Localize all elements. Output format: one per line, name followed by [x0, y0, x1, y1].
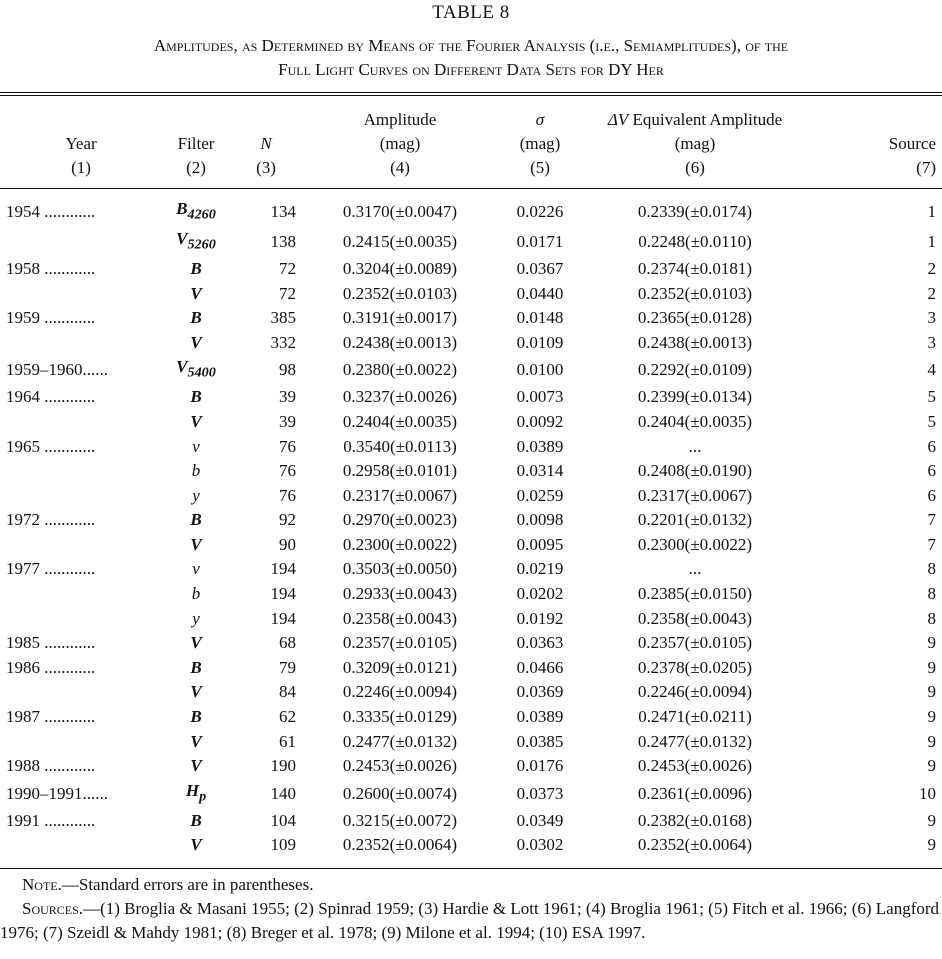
cell-source: 9: [927, 810, 936, 830]
cell-n: 92: [279, 510, 296, 530]
table-row: [0, 656, 942, 681]
cell-sigma: 0.0098: [516, 510, 564, 530]
cell-sigma: 0.0367: [516, 258, 564, 278]
cell-dv-amplitude: 0.2352(±0.0064): [637, 835, 753, 855]
cell-sigma: 0.0389: [516, 436, 564, 456]
cell-dv-amplitude: ...: [688, 436, 702, 456]
cell-source: 6: [927, 461, 936, 481]
cell-n: 76: [279, 461, 296, 481]
cell-filter: [156, 189, 236, 227]
cell-year: 1988 ............: [6, 756, 96, 776]
filter-subscript: 4260: [187, 206, 216, 223]
cell-year: 1959 ............: [6, 308, 96, 328]
cell-sigma: 0.0171: [516, 231, 564, 251]
header-sigma-line1: σ: [535, 110, 545, 129]
cell-filter: [156, 508, 236, 533]
note-paragraph: [0, 873, 942, 897]
cell-year: 1985 ............: [6, 633, 96, 653]
cell-source: 9: [927, 657, 936, 677]
cell-filter: [156, 680, 236, 705]
header-dv-num: (6): [685, 158, 705, 177]
cell-n: 194: [270, 559, 296, 579]
cell-sigma: 0.0363: [516, 633, 564, 653]
cell-dv-amplitude: 0.2352(±0.0103): [637, 283, 753, 303]
cell-year: 1986 ............: [6, 657, 96, 677]
filter-symbol: V: [190, 756, 202, 776]
cell-source: 1: [927, 231, 936, 251]
cell-sigma: 0.0109: [516, 332, 564, 352]
cell-year: [0, 607, 156, 632]
filter-symbol: B: [190, 258, 202, 278]
cell-amplitude: 0.2300(±0.0022): [342, 534, 458, 554]
caption-line-2: Full Light Curves on Different Data Sets for DY Her: [278, 60, 664, 79]
filter-symbol: B: [190, 510, 202, 530]
cell-amplitude: 0.2358(±0.0043): [342, 608, 458, 628]
filter-symbol: V: [190, 835, 202, 855]
sources-label: Sources.: [22, 899, 84, 918]
cell-sigma: 0.0369: [516, 682, 564, 702]
cell-source: 4: [927, 360, 936, 380]
cell-source: 2: [927, 283, 936, 303]
filter-symbol: H: [185, 780, 200, 800]
filter-symbol: B: [190, 657, 202, 677]
filter-symbol: B: [190, 810, 202, 830]
cell-n: 62: [279, 707, 296, 727]
table-row: [0, 533, 942, 558]
cell-sigma: 0.0095: [516, 534, 564, 554]
cell-n: 72: [279, 258, 296, 278]
cell-sigma: 0.0148: [516, 308, 564, 328]
cell-dv-amplitude: 0.2339(±0.0174): [637, 201, 753, 221]
cell-dv-amplitude: 0.2201(±0.0132): [637, 510, 753, 530]
header-n-num: (3): [256, 158, 276, 177]
table-label: TABLE 8: [432, 2, 510, 23]
cell-year: [0, 582, 156, 607]
cell-filter: [156, 607, 236, 632]
table-row: [0, 730, 942, 755]
filter-symbol: v: [192, 436, 200, 456]
cell-n: 79: [279, 657, 296, 677]
filter-symbol: B: [190, 308, 202, 328]
cell-amplitude: 0.2246(±0.0094): [342, 682, 458, 702]
sources-text: —(1) Broglia & Masani 1955; (2) Spinrad 1959; (3) Hardie & Lott 1961; (4) Broglia 1961; (5) Fitch et al. 1966; (6) Langford 1976; (7) Szeidl & Mahdy 1981; (8) Breger et al. 1978; (9) Milone et al. 1994; (10) ESA 1997.: [0, 899, 940, 942]
cell-dv-amplitude: 0.2365(±0.0128): [637, 308, 753, 328]
cell-amplitude: 0.3170(±0.0047): [342, 201, 458, 221]
cell-filter: [156, 331, 236, 356]
table-header: [0, 96, 942, 189]
cell-sigma: 0.0302: [516, 835, 564, 855]
filter-symbol: b: [191, 584, 201, 604]
cell-amplitude: 0.3209(±0.0121): [342, 657, 458, 677]
cell-sigma: 0.0192: [516, 608, 564, 628]
filter-symbol: v: [192, 559, 200, 579]
header-n-line1: [236, 96, 300, 132]
cell-amplitude: 0.3503(±0.0050): [342, 559, 458, 579]
cell-year: [0, 680, 156, 705]
table-row: [0, 631, 942, 656]
header-row-2: [0, 132, 942, 156]
table-notes: [0, 869, 942, 945]
cell-filter: [156, 227, 236, 257]
cell-filter: [156, 484, 236, 509]
cell-year: 1987 ............: [6, 707, 96, 727]
cell-amplitude: 0.2352(±0.0103): [342, 283, 458, 303]
filter-symbol: V: [176, 357, 188, 377]
cell-n: 194: [270, 584, 296, 604]
header-dv-line1: [580, 96, 810, 132]
cell-dv-amplitude: 0.2378(±0.0205): [637, 657, 753, 677]
cell-n: 332: [270, 332, 296, 352]
cell-n: 39: [279, 387, 296, 407]
cell-amplitude: 0.3540(±0.0113): [343, 436, 457, 456]
filter-symbol: V: [190, 731, 202, 751]
cell-dv-amplitude: 0.2399(±0.0134): [637, 387, 753, 407]
cell-filter: [156, 306, 236, 331]
cell-source: 9: [927, 633, 936, 653]
table-row: [0, 582, 942, 607]
table-row: [0, 557, 942, 582]
cell-n: 61: [279, 731, 296, 751]
filter-symbol: V: [190, 633, 202, 653]
header-year-line1: [0, 96, 156, 132]
table-page: [0, 2, 942, 945]
cell-dv-amplitude: 0.2404(±0.0035): [637, 411, 753, 431]
cell-amplitude: 0.3191(±0.0017): [342, 308, 458, 328]
filter-symbol: B: [190, 387, 202, 407]
cell-dv-amplitude: 0.2385(±0.0150): [637, 584, 753, 604]
cell-dv-amplitude: 0.2408(±0.0190): [637, 461, 753, 481]
cell-n: 140: [270, 783, 296, 803]
cell-filter: [156, 533, 236, 558]
cell-dv-amplitude: 0.2358(±0.0043): [637, 608, 753, 628]
cell-year: [0, 227, 156, 257]
cell-filter: [156, 730, 236, 755]
cell-source: 10: [919, 783, 936, 803]
cell-n: 109: [270, 835, 296, 855]
header-year: Year: [65, 134, 97, 153]
cell-n: 98: [279, 360, 296, 380]
cell-dv-amplitude: 0.2357(±0.0105): [637, 633, 753, 653]
cell-filter: [156, 779, 236, 809]
table-row: [0, 331, 942, 356]
table-row: [0, 680, 942, 705]
cell-amplitude: 0.2380(±0.0022): [342, 360, 458, 380]
cell-filter: [156, 435, 236, 460]
cell-year: [0, 410, 156, 435]
cell-year: [0, 730, 156, 755]
table-body: [0, 189, 942, 868]
cell-source: 6: [927, 485, 936, 505]
header-row-1: [0, 96, 942, 132]
cell-source: 1: [927, 201, 936, 221]
cell-dv-amplitude: 0.2453(±0.0026): [637, 756, 753, 776]
table-row: [0, 833, 942, 868]
cell-source: 7: [927, 534, 936, 554]
header-dv-text: Equivalent Amplitude: [628, 110, 783, 129]
cell-filter: [156, 557, 236, 582]
cell-n: 134: [270, 201, 296, 221]
cell-year: [0, 533, 156, 558]
filter-symbol: V: [190, 332, 202, 352]
filter-subscript: 5400: [187, 364, 216, 381]
cell-source: 5: [927, 387, 936, 407]
table-row: [0, 809, 942, 834]
cell-filter: [156, 282, 236, 307]
header-source-num: (7): [916, 158, 936, 177]
header-source-line1: [810, 96, 942, 132]
cell-n: 68: [279, 633, 296, 653]
cell-sigma: 0.0349: [516, 810, 564, 830]
cell-source: 3: [927, 308, 936, 328]
header-dv-symbol: ΔV: [607, 110, 629, 129]
cell-dv-amplitude: 0.2246(±0.0094): [637, 682, 753, 702]
caption-line-1: Amplitudes, as Determined by Means of the Fourier Analysis (i.e., Semiamplitudes), of the: [153, 36, 789, 55]
table-row: [0, 607, 942, 632]
cell-n: 194: [270, 608, 296, 628]
cell-filter: [156, 410, 236, 435]
cell-amplitude: 0.2317(±0.0067): [342, 485, 458, 505]
cell-dv-amplitude: 0.2438(±0.0013): [637, 332, 753, 352]
cell-amplitude: 0.2357(±0.0105): [342, 633, 458, 653]
header-sigma-unit: (mag): [519, 134, 561, 153]
filter-symbol: V: [190, 682, 202, 702]
table-row: [0, 459, 942, 484]
header-amplitude-line1: Amplitude: [363, 110, 437, 129]
filter-symbol: b: [191, 461, 201, 481]
filter-symbol: y: [192, 485, 200, 505]
table-row: [0, 385, 942, 410]
filter-symbol: V: [190, 534, 202, 554]
cell-dv-amplitude: 0.2477(±0.0132): [637, 731, 753, 751]
cell-n: 385: [270, 308, 296, 328]
cell-year: 1991 ............: [6, 810, 96, 830]
cell-filter: [156, 705, 236, 730]
cell-sigma: 0.0226: [516, 201, 564, 221]
cell-amplitude: 0.2958(±0.0101): [342, 461, 458, 481]
cell-amplitude: 0.2970(±0.0023): [342, 510, 458, 530]
cell-year: 1965 ............: [6, 436, 96, 456]
cell-amplitude: 0.3215(±0.0072): [342, 810, 458, 830]
cell-source: 6: [927, 436, 936, 456]
cell-amplitude: 0.2352(±0.0064): [342, 835, 458, 855]
cell-filter: [156, 257, 236, 282]
table-row: [0, 754, 942, 779]
cell-source: 8: [927, 584, 936, 604]
note-text: —Standard errors are in parentheses.: [61, 875, 314, 894]
filter-subscript: p: [199, 788, 207, 805]
cell-year: [0, 833, 156, 868]
cell-dv-amplitude: 0.2317(±0.0067): [637, 485, 753, 505]
cell-source: 3: [927, 332, 936, 352]
table-row: [0, 257, 942, 282]
cell-source: 7: [927, 510, 936, 530]
cell-sigma: 0.0440: [516, 283, 564, 303]
header-dv-unit: (mag): [674, 134, 716, 153]
cell-source: 9: [927, 682, 936, 702]
cell-sigma: 0.0202: [516, 584, 564, 604]
filter-symbol: B: [190, 707, 202, 727]
filter-symbol: V: [190, 411, 202, 431]
header-n: N: [260, 134, 272, 153]
table-row: [0, 410, 942, 435]
cell-filter: [156, 459, 236, 484]
cell-amplitude: 0.2415(±0.0035): [342, 231, 458, 251]
cell-amplitude: 0.2477(±0.0132): [342, 731, 458, 751]
cell-amplitude: 0.2933(±0.0043): [342, 584, 458, 604]
cell-source: 9: [927, 756, 936, 776]
filter-subscript: 5260: [187, 236, 216, 253]
cell-amplitude: 0.3204(±0.0089): [342, 258, 458, 278]
filter-symbol: B: [176, 199, 188, 218]
table-row: [0, 705, 942, 730]
cell-dv-amplitude: 0.2471(±0.0211): [638, 707, 752, 727]
cell-year: 1959–1960......: [6, 360, 108, 380]
cell-sigma: 0.0073: [516, 387, 564, 407]
cell-source: 2: [927, 258, 936, 278]
cell-n: 72: [279, 283, 296, 303]
table-row: [0, 355, 942, 385]
cell-sigma: 0.0373: [516, 783, 564, 803]
amplitude-table: [0, 96, 942, 868]
cell-year: 1958 ............: [6, 258, 96, 278]
cell-sigma: 0.0219: [516, 559, 564, 579]
table-row: [0, 306, 942, 331]
header-year-num: (1): [71, 158, 91, 177]
cell-filter: [156, 355, 236, 385]
cell-amplitude: 0.3335(±0.0129): [342, 707, 458, 727]
cell-sigma: 0.0092: [516, 411, 564, 431]
cell-filter: [156, 582, 236, 607]
cell-year: 1954 ............: [6, 201, 96, 221]
cell-dv-amplitude: 0.2300(±0.0022): [637, 534, 753, 554]
cell-n: 76: [279, 485, 296, 505]
cell-filter: [156, 809, 236, 834]
cell-amplitude: 0.3237(±0.0026): [342, 387, 458, 407]
cell-n: 190: [270, 756, 296, 776]
cell-filter: [156, 631, 236, 656]
cell-sigma: 0.0176: [516, 756, 564, 776]
cell-year: 1977 ............: [6, 559, 96, 579]
cell-source: 9: [927, 707, 936, 727]
table-caption: [0, 34, 942, 82]
cell-n: 104: [270, 810, 296, 830]
cell-source: 8: [927, 559, 936, 579]
cell-year: 1990–1991......: [6, 783, 108, 803]
cell-n: 90: [279, 534, 296, 554]
header-sigma-num: (5): [530, 158, 550, 177]
cell-n: 84: [279, 682, 296, 702]
header-row-3: [0, 156, 942, 189]
cell-n: 138: [270, 231, 296, 251]
header-amplitude-unit: (mag): [379, 134, 421, 153]
cell-sigma: 0.0466: [516, 657, 564, 677]
cell-filter: [156, 656, 236, 681]
sources-paragraph: [0, 897, 942, 945]
table-row: [0, 779, 942, 809]
filter-symbol: V: [190, 283, 202, 303]
cell-amplitude: 0.2438(±0.0013): [342, 332, 458, 352]
cell-amplitude: 0.2404(±0.0035): [342, 411, 458, 431]
cell-year: [0, 282, 156, 307]
cell-dv-amplitude: 0.2361(±0.0096): [637, 783, 753, 803]
cell-sigma: 0.0100: [516, 360, 564, 380]
note-label: Note.: [22, 875, 62, 894]
cell-dv-amplitude: 0.2374(±0.0181): [637, 258, 753, 278]
cell-filter: [156, 833, 236, 868]
cell-amplitude: 0.2600(±0.0074): [342, 783, 458, 803]
table-row: [0, 189, 942, 227]
header-filter: Filter: [177, 134, 215, 153]
cell-year: [0, 484, 156, 509]
cell-filter: [156, 754, 236, 779]
cell-year: 1972 ............: [6, 510, 96, 530]
header-filter-line1: [156, 96, 236, 132]
cell-sigma: 0.0385: [516, 731, 564, 751]
header-source: Source: [888, 134, 936, 153]
cell-amplitude: 0.2453(±0.0026): [342, 756, 458, 776]
table-row: [0, 435, 942, 460]
table-row: [0, 227, 942, 257]
table-row: [0, 484, 942, 509]
cell-year: 1964 ............: [6, 387, 96, 407]
filter-symbol: y: [192, 608, 200, 628]
cell-n: 39: [279, 411, 296, 431]
cell-filter: [156, 385, 236, 410]
cell-source: 8: [927, 608, 936, 628]
cell-year: [0, 331, 156, 356]
cell-year: [0, 459, 156, 484]
table-row: [0, 282, 942, 307]
cell-dv-amplitude: 0.2382(±0.0168): [637, 810, 753, 830]
cell-sigma: 0.0259: [516, 485, 564, 505]
header-filter-num: (2): [186, 158, 206, 177]
cell-source: 9: [927, 731, 936, 751]
filter-symbol: V: [176, 228, 188, 248]
header-amplitude-num: (4): [390, 158, 410, 177]
cell-dv-amplitude: 0.2248(±0.0110): [638, 231, 752, 251]
cell-dv-amplitude: ...: [688, 559, 702, 579]
cell-source: 5: [927, 411, 936, 431]
cell-dv-amplitude: 0.2292(±0.0109): [637, 360, 753, 380]
table-row: [0, 508, 942, 533]
cell-n: 76: [279, 436, 296, 456]
cell-source: 9: [927, 835, 936, 855]
cell-sigma: 0.0314: [516, 461, 564, 481]
cell-sigma: 0.0389: [516, 707, 564, 727]
